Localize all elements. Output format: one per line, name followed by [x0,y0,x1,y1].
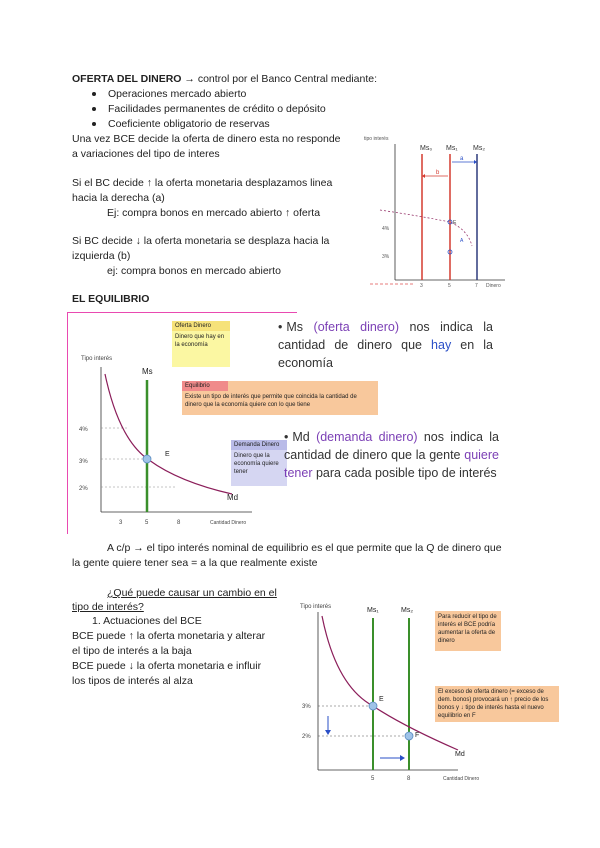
fig1-md-curve [380,210,472,246]
fig2-xlabel: Cantidad Dinero [210,520,247,526]
ms-explanation: • Ms (oferta dinero) nos indica la cantidad de dinero que hay en la economía [278,320,493,370]
fig3-y3: 3% [302,704,311,710]
fig3-x8: 8 [407,776,411,782]
bullet-item: Operaciones mercado abierto [92,87,246,102]
fig3-x5: 5 [371,776,375,782]
note-equilibrio-body: Existe un tipo de interés que permite que coincida la cantidad de dinero que la economía quiere con lo que tiene [185,394,357,408]
paragraph-line: hacia la derecha (a) [72,192,165,204]
note-equilibrio [182,381,378,415]
fig2-point-e [143,455,151,463]
fig2-y2: 2% [79,486,88,492]
bullet-icon [92,107,96,111]
label-a: a [460,156,464,162]
example-line: ej: compra bonos en mercado abierto [107,265,281,277]
bullet-icon [92,122,96,126]
fig1-e-label: E [453,220,457,226]
note-demanda-body: Dinero que la economía quiere tener [234,453,279,475]
paragraph-line: el tipo de interés a la baja [72,645,192,657]
paragraph-line: Una vez BCE decide la oferta de dinero esta no responde [72,133,341,145]
fig3-f-label: F [415,732,420,739]
money-supply-figure [360,130,510,290]
fig3-down-arrow-head [325,730,331,735]
label-b: b [436,170,440,176]
ms1-label: Ms₁ [446,145,458,152]
note-oferta-body: Dinero que hay en la economía [175,334,225,348]
paragraph-line: A c/p → el tipo interés nominal de equilibrio es el que permite que la Q de dinero que [107,542,502,554]
oferta-heading: OFERTA DEL DINERO → control por el Banco Central mediante: [72,73,378,85]
fig2-x3: 3 [119,520,123,526]
fig1-ylabel: tipo interés [364,136,389,142]
example-line: Ej: compra bonos en mercado abierto ↑ oferta [107,207,321,219]
paragraph-line: a variaciones del tipo de interes [72,148,220,160]
bullet-icon [92,92,96,96]
md-explanation: • Md (demanda dinero) nos indica la cantidad de dinero que la gente quiere tener para cada posible tipo de interés [284,430,499,480]
paragraph-line: Si el BC decide ↑ la oferta monetaria desplazamos linea [72,177,333,189]
note-oferta [172,321,230,367]
paragraph-line: BCE puede ↑ la oferta monetaria y alterar [72,630,266,642]
fig2-x5: 5 [145,520,149,526]
note-equilibrio-title: Equilibrio [182,381,228,391]
paragraph-line: la gente quiere tener sea = a la que realmente existe [72,557,318,569]
fig2-e-label: E [165,451,170,458]
fig1-pct3: 3% [382,254,390,260]
ms0-label: Ms₀ [420,145,433,152]
fig3-md-label: Md [455,751,465,758]
question-heading: ¿Qué puede causar un cambio en el [107,587,277,599]
paragraph-line: BCE puede ↓ la oferta monetaria e influir [72,660,262,672]
fig2-y4: 4% [79,427,88,433]
equilibrio-heading: EL EQUILIBRIO [72,293,150,305]
fig1-x1: 3 [420,283,423,289]
note-reducir: Para reducir el tipo de interés el BCE podría aumentar la oferta de dinero [435,611,501,651]
fig2-y3: 3% [79,459,88,465]
question-heading: tipo de interés? [72,601,144,613]
note-oferta-title: Oferta Dinero [172,321,230,331]
fig1-xlabel: Dinero [486,283,501,289]
bullet-item: Facilidades permanentes de crédito o depósito [92,102,326,117]
fig3-ms1-label: Ms₁ [367,607,379,614]
fig3-e-label: E [379,696,384,703]
note-exceso: El exceso de oferta dinero (= exceso de dem. bonos) provocará un ↑ precio de los bonos y ↓ tipo de interés hasta el nuevo equilibrio en F [435,686,559,722]
fig1-a-label: A [460,238,464,244]
numbered-item: 1. Actuaciones del BCE [92,615,202,627]
fig3-point-e [369,702,377,710]
note-demanda-title: Demanda Dinero [231,440,287,450]
paragraph-line: Si BC decide ↓ la oferta monetaria se desplaza hacia la [72,235,330,247]
fig3-y2: 2% [302,734,311,740]
fig2-ylabel: Tipo interés [81,356,113,362]
ms2-label: Ms₂ [473,145,486,152]
bullet-item: Coeficiente obligatorio de reservas [92,117,270,132]
fig3-right-arrow-head [400,755,405,761]
fig3-point-f [405,732,413,740]
fig3-xlabel: Cantidad Dinero [443,776,480,782]
paragraph-line: izquierda (b) [72,250,131,262]
fig1-pct4: 4% [382,226,390,232]
paragraph-line: los tipos de interés al alza [72,675,193,687]
note-demanda [231,440,287,486]
fig1-x3: 7 [475,283,478,289]
fig3-ms2-label: Ms₂ [401,607,414,614]
fig3-ylabel: Tipo interés [300,604,332,610]
fig2-ms-label: Ms [142,367,153,376]
fig1-x2: 5 [448,283,451,289]
fig2-x8: 8 [177,520,181,526]
fig2-md-label: Md [227,493,239,502]
